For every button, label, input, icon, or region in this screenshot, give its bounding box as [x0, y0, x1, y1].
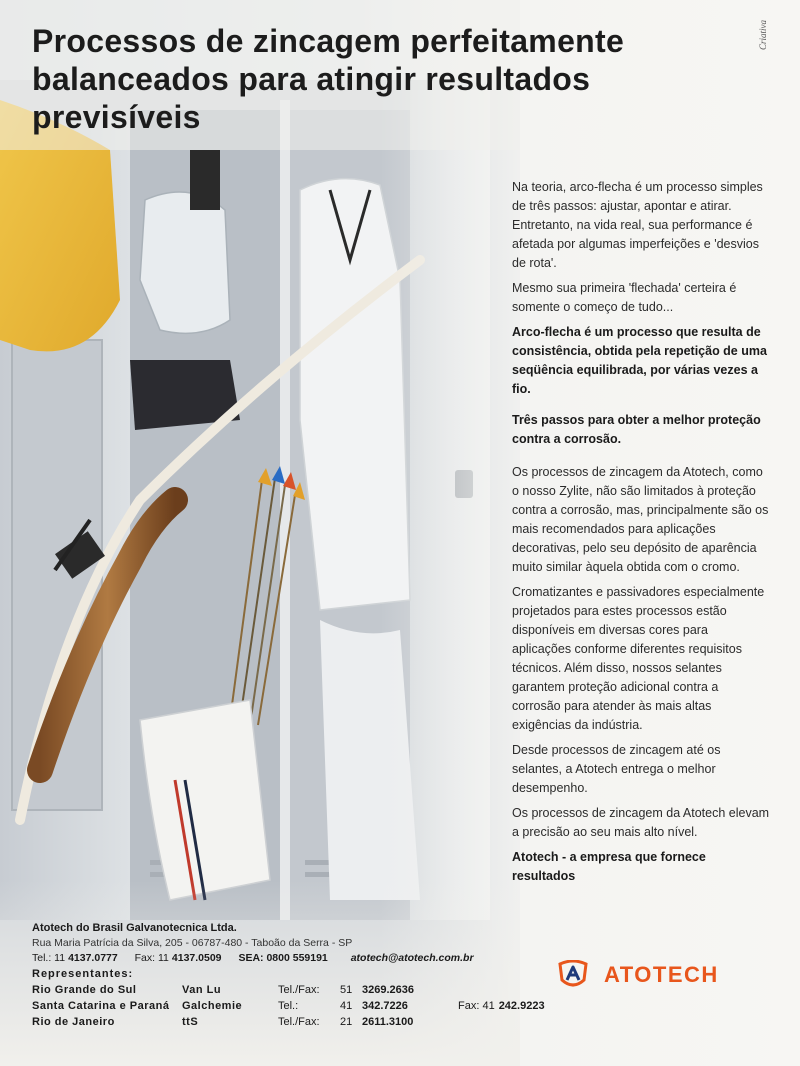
phone-number: 4137.0777: [68, 952, 118, 964]
subheading-three-steps: Três passos para obter a melhor proteção contra a corrosão.: [512, 413, 761, 446]
phone: [32, 952, 118, 964]
rep-fax-number: 242.9223: [498, 1000, 545, 1012]
rep-fax: [458, 1014, 545, 1030]
rep-area-code: 21: [340, 1016, 353, 1028]
photo-credit: Criativa: [758, 19, 768, 50]
fax-label: Fax: 11: [134, 952, 169, 964]
body-copy: [512, 178, 770, 898]
company-address: Rua Maria Patrícia da Silva, 205 - 06787-480 - Taboão da Serra - SP: [32, 937, 353, 949]
paragraph-first-shot: Mesmo sua primeira 'flechada' certeira é somente o começo de tudo...: [512, 281, 737, 314]
paragraph-intro: Na teoria, arco-flecha é um processo simples de três passos: ajustar, apontar e atirar. Entretanto, na vida real, sua performance é afetada por algumas imperfeições e 'desvios de rota'.: [512, 180, 763, 270]
rep-area-code: 41: [340, 1000, 353, 1012]
fax: [135, 952, 222, 964]
table-row: [32, 998, 545, 1014]
headline: Processos de zincagem perfeitamente balanceados para atingir resultados previsíveis: [32, 23, 625, 135]
rep-phone-label: Tel.:: [278, 1000, 299, 1012]
rep-region: Rio Grande do Sul: [32, 984, 137, 996]
rep-phone-number: 3269.2636: [362, 984, 414, 996]
paragraph-precision: Os processos de zincagem da Atotech elevam a precisão ao seu mais alto nível.: [512, 806, 770, 839]
rep-phone-number: 342.7226: [362, 1000, 408, 1012]
phone-label: Tel.: 11: [32, 952, 66, 964]
rep-fax: [458, 982, 545, 998]
tagline: Atotech - a empresa que fornece resultados: [512, 850, 706, 883]
rep-name: Van Lu: [182, 984, 222, 996]
rep-name: ttS: [182, 1016, 199, 1028]
sea-phone: SEA: 0800 559191: [238, 952, 328, 964]
rep-region: Santa Catarina e Paraná: [32, 1000, 170, 1012]
atotech-emblem-icon: [556, 960, 590, 990]
paragraph-consistency: Arco-flecha é um processo que resulta de consistência, obtida pela repetição de uma seqüência equilibrada, por várias vezes a fio.: [512, 325, 767, 396]
representatives-table: [32, 982, 545, 1030]
logo-wordmark: ATOTECH: [604, 962, 719, 987]
table-row: [32, 1014, 545, 1030]
atotech-logo: [556, 960, 719, 990]
contact-footer: [32, 922, 545, 1030]
fax-number: 4137.0509: [171, 952, 222, 964]
rep-phone-number: 2611.3100: [362, 1016, 414, 1028]
rep-region: Rio de Janeiro: [32, 1016, 115, 1028]
email-link[interactable]: atotech@atotech.com.br: [350, 952, 474, 964]
representatives-heading: Representantes:: [32, 968, 134, 980]
table-row: [32, 982, 545, 998]
rep-area-code: 51: [340, 984, 353, 996]
rep-phone-label: Tel./Fax:: [278, 1016, 320, 1028]
contact-line: [32, 952, 545, 964]
rep-fax: [458, 998, 545, 1014]
rep-name: Galchemie: [182, 1000, 243, 1012]
paragraph-performance: Desde processos de zincagem até os selantes, a Atotech entrega o melhor desempenho.: [512, 743, 721, 795]
rep-phone-label: Tel./Fax:: [278, 984, 320, 996]
paragraph-chromates: Cromatizantes e passivadores especialmente projetados para estes processos estão disponíveis em diversas cores para aplicações conforme diferentes requisitos técnicos. Além disso, nossos selantes garantem proteção adicional contra a corrosão para atender às mais altas exigências da indústria.: [512, 585, 765, 732]
paragraph-zylite: Os processos de zincagem da Atotech, como o nosso Zylite, não são limitados à proteção contra a corrosão, mas, principalmente são os mais recomendados para aplicações decorativas, pelo seu depósito de aparência muito similar àquela obtida com o cromo.: [512, 465, 769, 574]
rep-fax-label: Fax: 41: [458, 1000, 495, 1012]
company-name: Atotech do Brasil Galvanotecnica Ltda.: [32, 922, 237, 934]
